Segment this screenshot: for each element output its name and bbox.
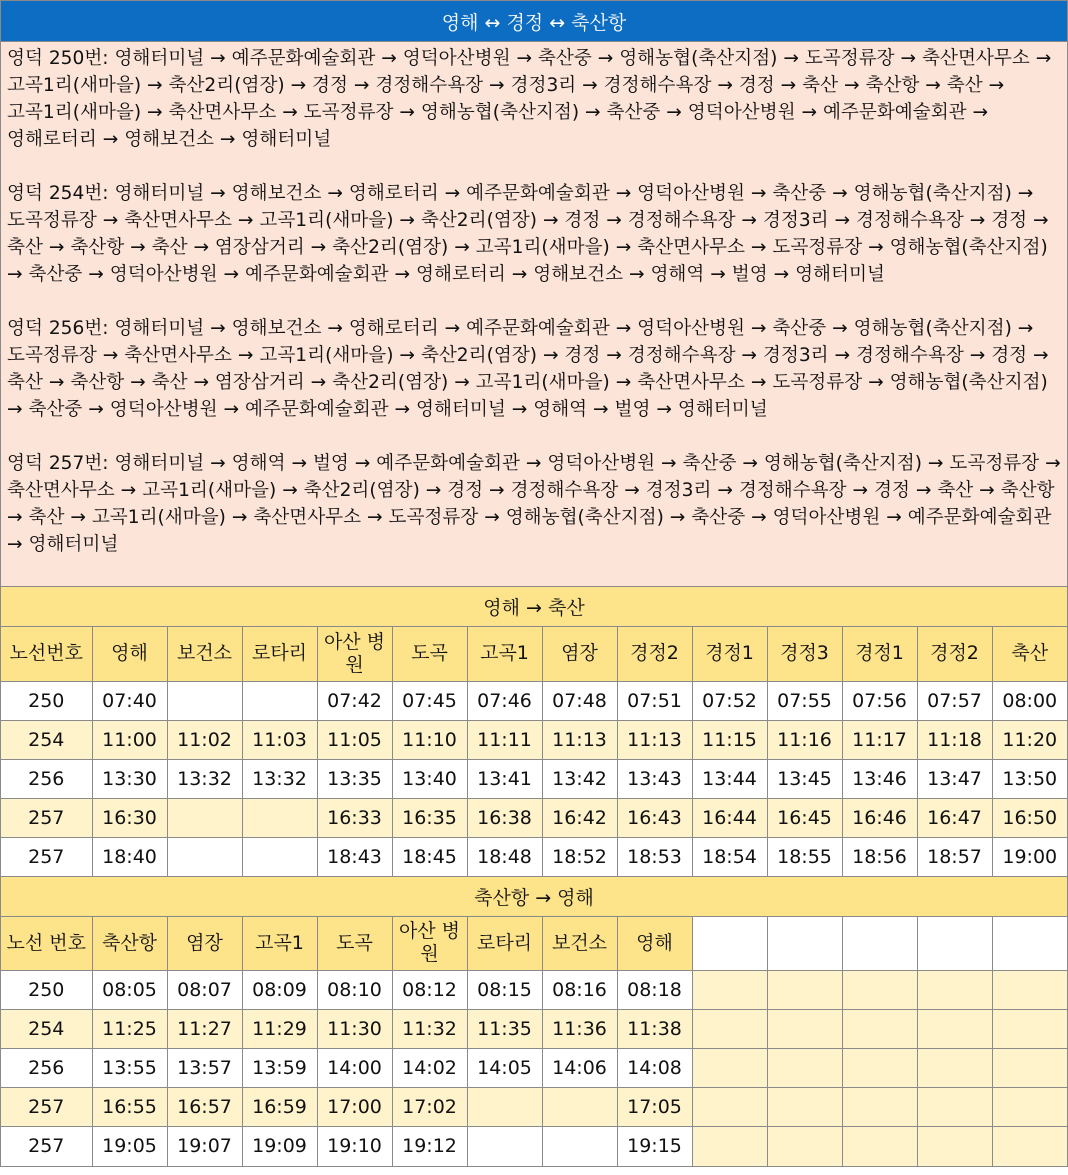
- column-header: 염장: [167, 917, 242, 971]
- time-cell: 18:40: [92, 837, 167, 876]
- table-row: [1, 1088, 1067, 1127]
- time-cell: 16:44: [692, 798, 767, 837]
- table-row: [1, 681, 1067, 720]
- time-cell: 07:48: [542, 681, 617, 720]
- time-cell: 18:43: [317, 837, 392, 876]
- time-cell: 18:54: [692, 837, 767, 876]
- empty-cell: [992, 1010, 1067, 1049]
- time-cell: 19:05: [92, 1127, 167, 1166]
- column-header: 노선 번호: [1, 917, 92, 971]
- time-cell: 14:02: [392, 1049, 467, 1088]
- empty-cell: [842, 1049, 917, 1088]
- time-cell: 16:30: [92, 798, 167, 837]
- time-cell: 11:05: [317, 720, 392, 759]
- empty-cell: [767, 917, 842, 971]
- time-cell: 18:55: [767, 837, 842, 876]
- time-cell: 16:46: [842, 798, 917, 837]
- time-cell: 13:30: [92, 759, 167, 798]
- column-header: 로타리: [242, 627, 317, 681]
- time-cell: 19:10: [317, 1127, 392, 1166]
- time-cell: 16:57: [167, 1088, 242, 1127]
- column-header: 도곡: [392, 627, 467, 681]
- time-cell: 16:47: [917, 798, 992, 837]
- time-cell: 11:32: [392, 1010, 467, 1049]
- time-cell: [167, 681, 242, 720]
- time-cell: 16:55: [92, 1088, 167, 1127]
- time-cell: 07:56: [842, 681, 917, 720]
- time-cell: 18:48: [467, 837, 542, 876]
- table-row: [1, 837, 1067, 876]
- route-number-cell: 257: [1, 1088, 92, 1127]
- column-header: 염장: [542, 627, 617, 681]
- table-row: [1, 1127, 1067, 1166]
- time-cell: 13:44: [692, 759, 767, 798]
- table-row: [1, 1010, 1067, 1049]
- time-cell: 13:32: [242, 759, 317, 798]
- time-cell: 16:59: [242, 1088, 317, 1127]
- empty-cell: [842, 1127, 917, 1166]
- time-cell: 07:45: [392, 681, 467, 720]
- time-cell: 11:25: [92, 1010, 167, 1049]
- time-cell: 13:41: [467, 759, 542, 798]
- table-row: [1, 720, 1067, 759]
- time-cell: 11:17: [842, 720, 917, 759]
- time-cell: 08:16: [542, 971, 617, 1010]
- column-header: 경정3: [767, 627, 842, 681]
- time-cell: 11:11: [467, 720, 542, 759]
- time-cell: 13:43: [617, 759, 692, 798]
- time-cell: 11:15: [692, 720, 767, 759]
- time-cell: 13:59: [242, 1049, 317, 1088]
- empty-cell: [917, 1010, 992, 1049]
- route-number-cell: 257: [1, 798, 92, 837]
- time-cell: 11:36: [542, 1010, 617, 1049]
- empty-cell: [917, 971, 992, 1010]
- time-cell: 16:43: [617, 798, 692, 837]
- route-descriptions: [1, 42, 1067, 587]
- time-cell: [242, 681, 317, 720]
- header-row: [1, 917, 1067, 971]
- time-cell: 11:13: [617, 720, 692, 759]
- route-number-cell: 250: [1, 681, 92, 720]
- column-header: 경정1: [692, 627, 767, 681]
- empty-cell: [992, 971, 1067, 1010]
- time-cell: 11:20: [992, 720, 1067, 759]
- empty-cell: [842, 971, 917, 1010]
- time-cell: 19:00: [992, 837, 1067, 876]
- time-cell: 08:05: [92, 971, 167, 1010]
- route-number-cell: 254: [1, 720, 92, 759]
- table-row: [1, 971, 1067, 1010]
- time-cell: 07:42: [317, 681, 392, 720]
- column-header: 영해: [617, 917, 692, 971]
- time-cell: 11:18: [917, 720, 992, 759]
- time-cell: 18:53: [617, 837, 692, 876]
- time-cell: 07:51: [617, 681, 692, 720]
- empty-cell: [692, 917, 767, 971]
- time-cell: 16:50: [992, 798, 1067, 837]
- time-cell: 16:42: [542, 798, 617, 837]
- time-cell: [467, 1088, 542, 1127]
- route-number-cell: 257: [1, 1127, 92, 1166]
- empty-cell: [917, 917, 992, 971]
- route-254-description: 영덕 254번: 영해터미널 → 영해보건소 → 영해로터리 → 예주문화예술회관 → 영덕아산병원 → 축산중 → 영해농협(축산지점) → 도곡정류장 → 축산면사무소 → 고곡1리(새마을) → 축산2리(염장) → 경정 → 경정해수욕장 → 경정3리 → 경정해수욕장 → 경정 → 축산 → 축산항 → 축산 → 염장삼거리 → 축산2리(염장) → 고곡1리(새마을) → 축산면사무소 → 도곡정류장 → 영해농협(축산지점) → 축산중 → 영덕아산병원 → 예주문화예술회관 → 영해로터리 → 영해보건소 → 영해역 → 벌영 → 영해터미널: [7, 183, 1049, 285]
- empty-cell: [767, 1010, 842, 1049]
- time-cell: 13:50: [992, 759, 1067, 798]
- empty-cell: [917, 1088, 992, 1127]
- column-header: 축산항: [92, 917, 167, 971]
- route-256-description: 영덕 256번: 영해터미널 → 영해보건소 → 영해로터리 → 예주문화예술회관 → 영덕아산병원 → 축산중 → 영해농협(축산지점) → 도곡정류장 → 축산면사무소 → 고곡1리(새마을) → 축산2리(염장) → 경정 → 경정해수욕장 → 경정3리 → 경정해수욕장 → 경정 → 축산 → 축산항 → 축산 → 염장삼거리 → 축산2리(염장) → 고곡1리(새마을) → 축산면사무소 → 도곡정류장 → 영해농협(축산지점) → 축산중 → 영덕아산병원 → 예주문화예술회관 → 영해터미널 → 영해역 → 벌영 → 영해터미널: [7, 318, 1049, 420]
- time-cell: 11:30: [317, 1010, 392, 1049]
- time-cell: 19:12: [392, 1127, 467, 1166]
- column-header: 경정1: [842, 627, 917, 681]
- time-cell: 08:12: [392, 971, 467, 1010]
- time-cell: 07:46: [467, 681, 542, 720]
- empty-cell: [767, 1088, 842, 1127]
- time-cell: 17:02: [392, 1088, 467, 1127]
- time-cell: 19:07: [167, 1127, 242, 1166]
- empty-cell: [692, 1010, 767, 1049]
- page-title: 영해 ↔ 경정 ↔ 축산항: [1, 1, 1067, 42]
- route-number-cell: 256: [1, 1049, 92, 1088]
- time-cell: [467, 1127, 542, 1166]
- time-cell: 13:46: [842, 759, 917, 798]
- column-header: 아산 병원: [392, 917, 467, 971]
- table-row: [1, 759, 1067, 798]
- time-cell: 08:09: [242, 971, 317, 1010]
- time-cell: 11:10: [392, 720, 467, 759]
- header-row: [1, 627, 1067, 681]
- time-cell: 08:10: [317, 971, 392, 1010]
- column-header: 보건소: [167, 627, 242, 681]
- time-cell: [167, 798, 242, 837]
- time-cell: 13:40: [392, 759, 467, 798]
- time-cell: 19:09: [242, 1127, 317, 1166]
- time-cell: 18:57: [917, 837, 992, 876]
- column-header: 로타리: [467, 917, 542, 971]
- time-cell: 13:47: [917, 759, 992, 798]
- empty-cell: [692, 1049, 767, 1088]
- time-cell: 07:40: [92, 681, 167, 720]
- time-cell: 14:05: [467, 1049, 542, 1088]
- time-cell: 07:52: [692, 681, 767, 720]
- time-cell: 08:18: [617, 971, 692, 1010]
- time-cell: 08:00: [992, 681, 1067, 720]
- empty-cell: [992, 1127, 1067, 1166]
- column-header: 고곡1: [242, 917, 317, 971]
- route-250-description: 영덕 250번: 영해터미널 → 예주문화예술회관 → 영덕아산병원 → 축산중 → 영해농협(축산지점) → 도곡정류장 → 축산면사무소 → 고곡1리(새마을) → 축산2리(염장) → 경정 → 경정해수욕장 → 경정3리 → 경정해수욕장 → 경정 → 축산 → 축산항 → 축산 → 고곡1리(새마을) → 축산면사무소 → 도곡정류장 → 영해농협(축산지점) → 축산중 → 영덕아산병원 → 예주문화예술회관 → 영해로터리 → 영해보건소 → 영해터미널: [7, 48, 1052, 150]
- route-number-cell: 256: [1, 759, 92, 798]
- empty-cell: [842, 917, 917, 971]
- empty-cell: [992, 917, 1067, 971]
- empty-cell: [992, 1088, 1067, 1127]
- time-cell: 11:00: [92, 720, 167, 759]
- time-cell: 13:32: [167, 759, 242, 798]
- time-cell: [167, 837, 242, 876]
- time-cell: 13:45: [767, 759, 842, 798]
- time-cell: 14:08: [617, 1049, 692, 1088]
- route-number-cell: 250: [1, 971, 92, 1010]
- route-257-description: 영덕 257번: 영해터미널 → 영해역 → 벌영 → 예주문화예술회관 → 영덕아산병원 → 축산중 → 영해농협(축산지점) → 도곡정류장 → 축산면사무소 → 고곡1리(새마을) → 축산2리(염장) → 경정 → 경정해수욕장 → 경정3리 → 경정해수욕장 → 경정 → 축산 → 축산항 → 축산 → 고곡1리(새마을) → 축산면사무소 → 도곡정류장 → 영해농협(축산지점) → 축산중 → 영덕아산병원 → 예주문화예술회관 → 영해터미널: [7, 453, 1061, 555]
- inbound-timetable: [1, 917, 1067, 1166]
- empty-cell: [917, 1127, 992, 1166]
- time-cell: 16:33: [317, 798, 392, 837]
- column-header: 고곡1: [467, 627, 542, 681]
- time-cell: [242, 837, 317, 876]
- table-row: [1, 1049, 1067, 1088]
- empty-cell: [917, 1049, 992, 1088]
- table-row: [1, 798, 1067, 837]
- time-cell: 11:27: [167, 1010, 242, 1049]
- route-number-cell: 257: [1, 837, 92, 876]
- time-cell: 11:35: [467, 1010, 542, 1049]
- column-header: 보건소: [542, 917, 617, 971]
- time-cell: 16:45: [767, 798, 842, 837]
- time-cell: 07:55: [767, 681, 842, 720]
- time-cell: 11:38: [617, 1010, 692, 1049]
- column-header: 경정2: [617, 627, 692, 681]
- inbound-section-title: 축산항 → 영해: [1, 877, 1067, 917]
- column-header: 영해: [92, 627, 167, 681]
- time-cell: 18:52: [542, 837, 617, 876]
- route-number-cell: 254: [1, 1010, 92, 1049]
- time-cell: 16:38: [467, 798, 542, 837]
- time-cell: 08:15: [467, 971, 542, 1010]
- empty-cell: [767, 1127, 842, 1166]
- time-cell: 13:55: [92, 1049, 167, 1088]
- outbound-section-title: 영해 → 축산: [1, 587, 1067, 627]
- empty-cell: [842, 1088, 917, 1127]
- column-header: 축산: [992, 627, 1067, 681]
- time-cell: 11:13: [542, 720, 617, 759]
- empty-cell: [992, 1049, 1067, 1088]
- empty-cell: [692, 1127, 767, 1166]
- outbound-timetable: [1, 627, 1067, 877]
- empty-cell: [692, 971, 767, 1010]
- time-cell: 13:57: [167, 1049, 242, 1088]
- time-cell: 07:57: [917, 681, 992, 720]
- time-cell: 17:00: [317, 1088, 392, 1127]
- column-header: 도곡: [317, 917, 392, 971]
- column-header: 경정2: [917, 627, 992, 681]
- time-cell: 17:05: [617, 1088, 692, 1127]
- time-cell: 11:29: [242, 1010, 317, 1049]
- time-cell: 08:07: [167, 971, 242, 1010]
- time-cell: 14:00: [317, 1049, 392, 1088]
- time-cell: [542, 1088, 617, 1127]
- column-header: 아산 병원: [317, 627, 392, 681]
- time-cell: [542, 1127, 617, 1166]
- empty-cell: [767, 1049, 842, 1088]
- time-cell: 11:16: [767, 720, 842, 759]
- time-cell: 14:06: [542, 1049, 617, 1088]
- time-cell: 13:35: [317, 759, 392, 798]
- empty-cell: [842, 1010, 917, 1049]
- empty-cell: [767, 971, 842, 1010]
- time-cell: 18:45: [392, 837, 467, 876]
- time-cell: 19:15: [617, 1127, 692, 1166]
- time-cell: 11:03: [242, 720, 317, 759]
- time-cell: [242, 798, 317, 837]
- time-cell: 18:56: [842, 837, 917, 876]
- column-header: 노선번호: [1, 627, 92, 681]
- time-cell: 11:02: [167, 720, 242, 759]
- time-cell: 16:35: [392, 798, 467, 837]
- time-cell: 13:42: [542, 759, 617, 798]
- empty-cell: [692, 1088, 767, 1127]
